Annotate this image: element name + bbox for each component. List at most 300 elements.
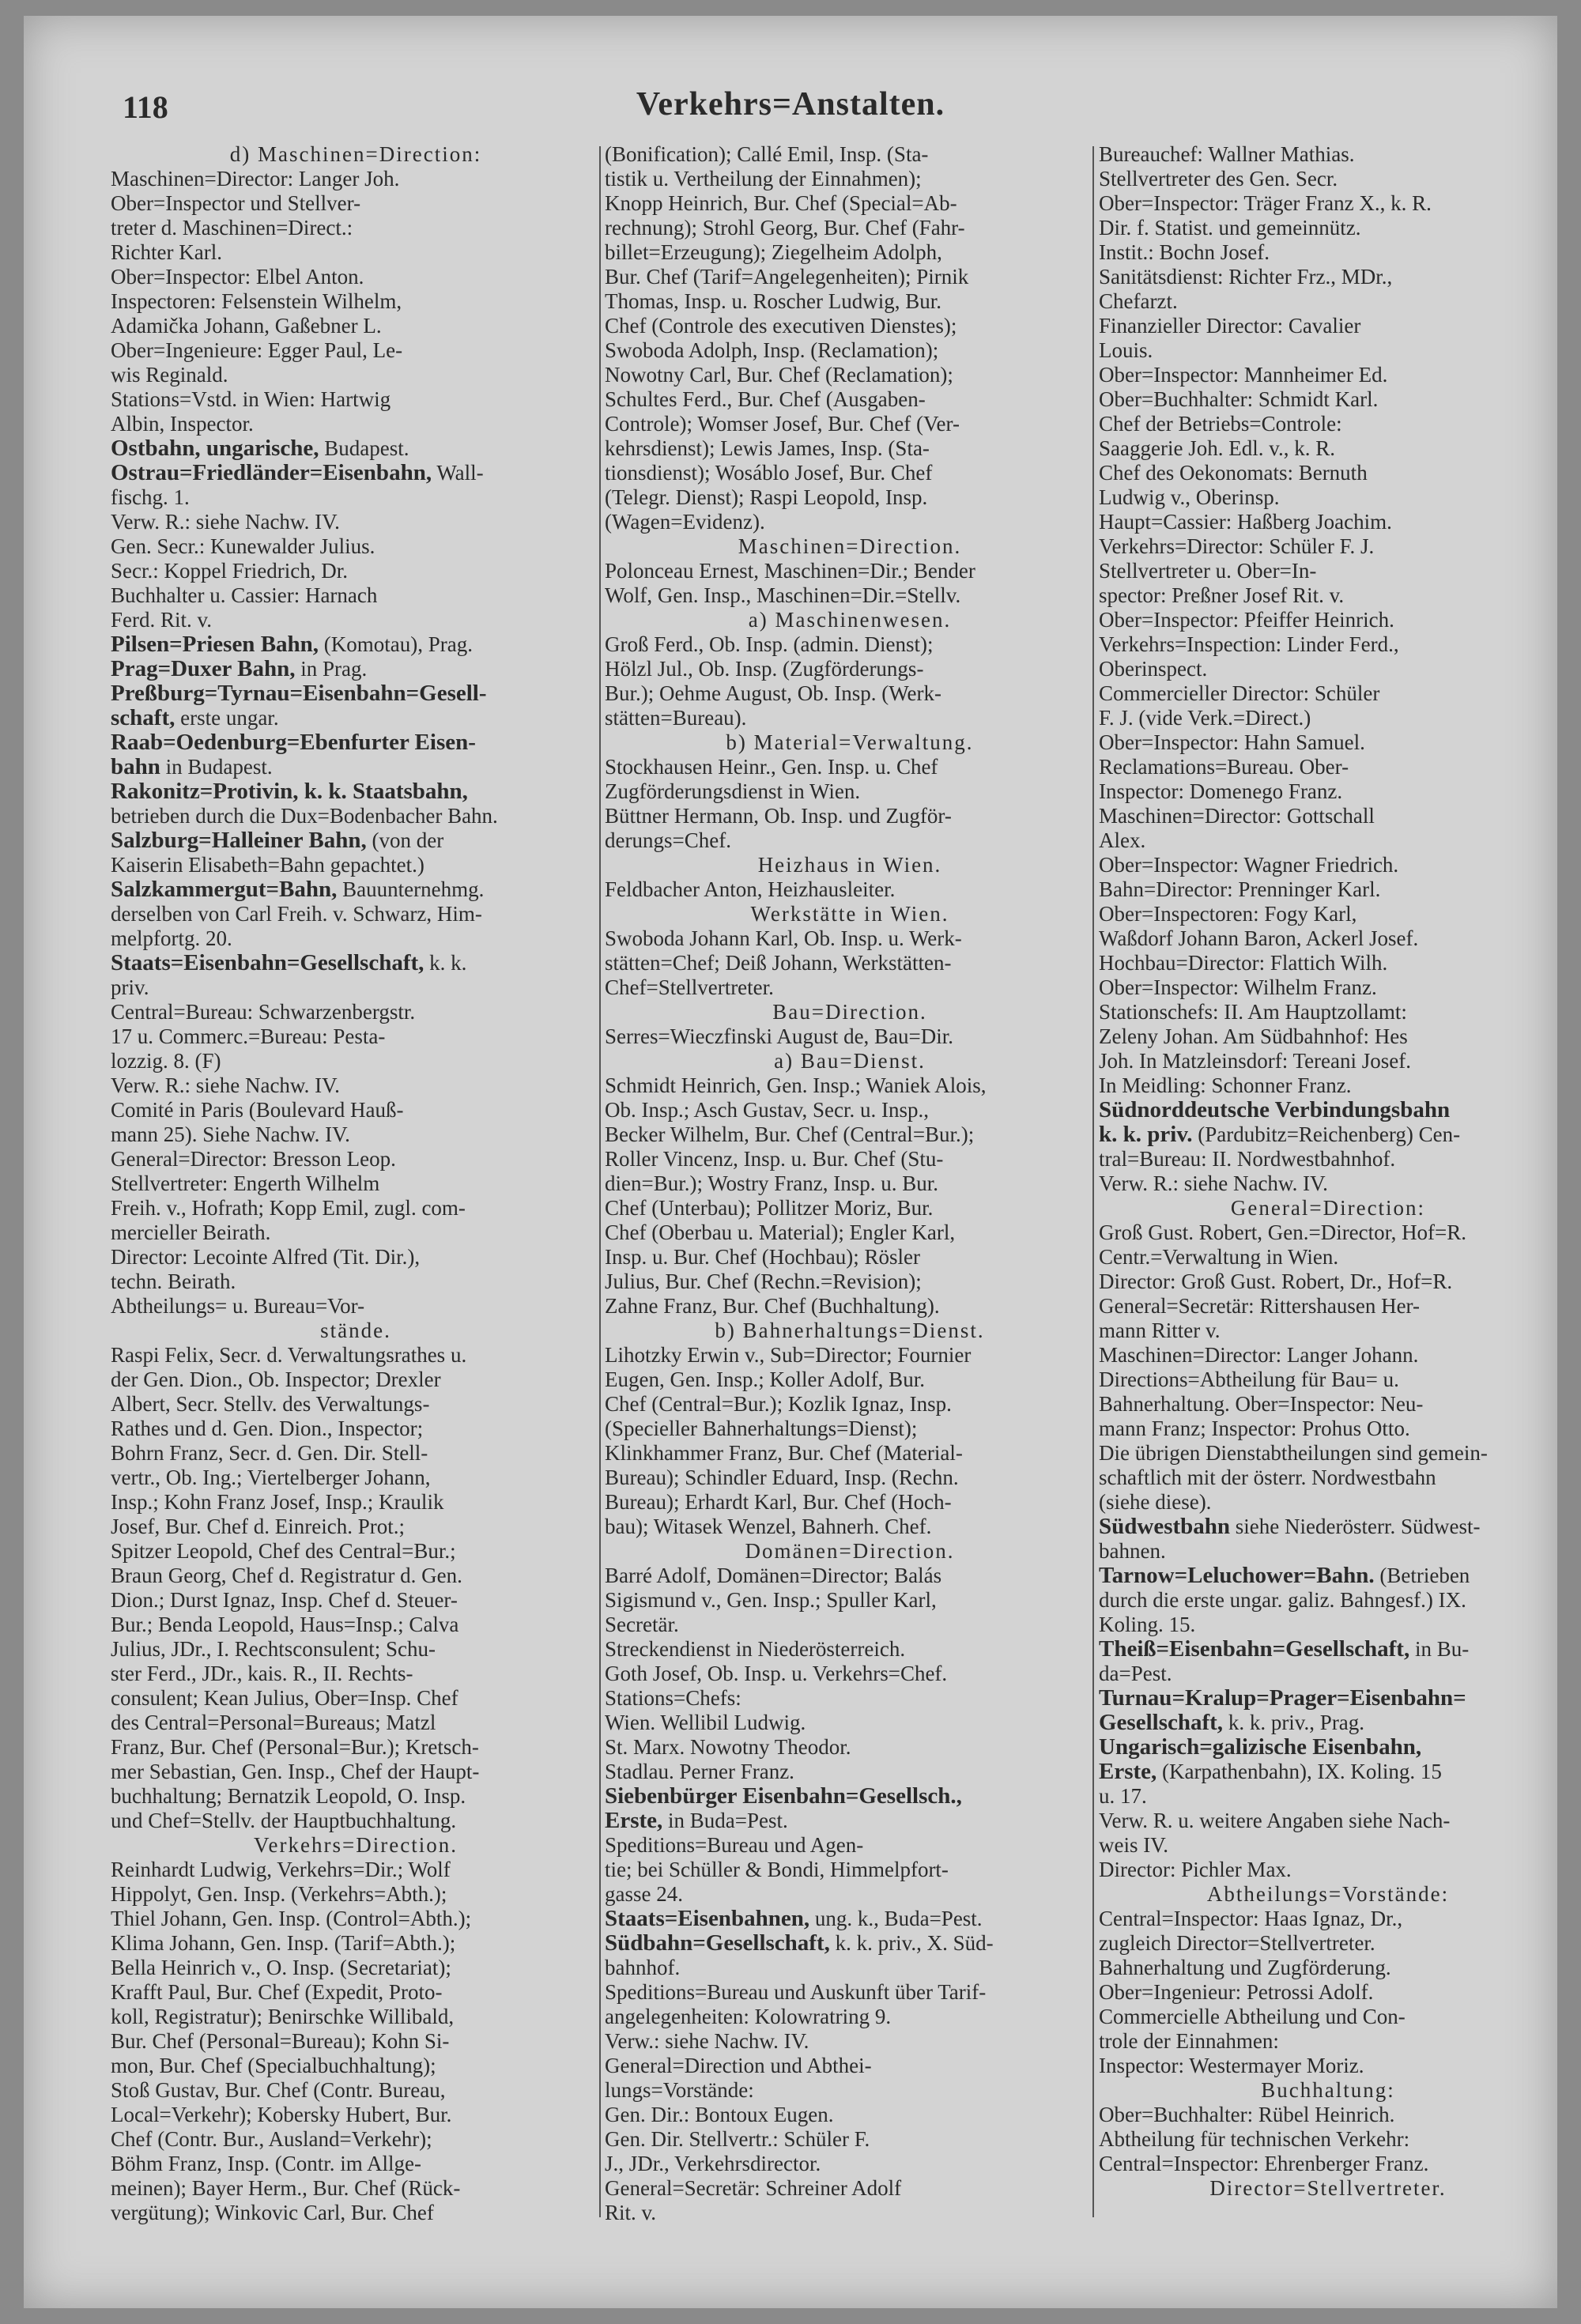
line-text: Eugen, Gen. Insp.; Koller Adolf, Bur.: [605, 1368, 925, 1391]
line-text: Stellvertreter des Gen. Secr.: [1099, 167, 1338, 191]
line-text: Bahnerhaltung und Zugförderung.: [1099, 1956, 1391, 1979]
bold-entry-name: Ostrau=Friedländer=Eisenbahn,: [111, 461, 432, 485]
text-line: [111, 1809, 601, 1833]
text-line: [111, 804, 601, 828]
line-text: Stockhausen Heinr., Gen. Insp. u. Chef: [605, 755, 938, 779]
line-text: Speditions=Bureau und Auskunft über Tarif-: [605, 1980, 987, 2004]
text-line: [1099, 2054, 1557, 2078]
line-text: Budapest.: [319, 436, 409, 460]
text-line: [111, 853, 601, 877]
text-line: [605, 1147, 1095, 1171]
section-heading: [605, 853, 1095, 877]
text-line: [605, 1490, 1095, 1515]
bold-entry-name: Südbahn=Gesellschaft,: [605, 1931, 830, 1956]
line-text: Klinkhammer Franz, Bur. Chef (Material-: [605, 1441, 963, 1465]
text-line: [1099, 608, 1557, 632]
text-line: [111, 1515, 601, 1539]
text-line: [1099, 1000, 1557, 1024]
line-text: Richter Karl.: [111, 240, 222, 264]
line-text: Chef (Central=Bur.); Kozlik Ignaz, Insp.: [605, 1392, 952, 1416]
line-text: consulent; Kean Julius, Ober=Insp. Chef: [111, 1686, 458, 1710]
text-line: [1099, 338, 1557, 363]
text-line: [111, 1711, 601, 1735]
line-text: Chef der Betriebs=Controle:: [1099, 412, 1342, 436]
line-text: Alex.: [1099, 828, 1146, 852]
text-line: [1099, 828, 1557, 853]
line-text: der Gen. Dion., Ob. Inspector; Drexler: [111, 1368, 441, 1391]
text-line: [111, 1931, 601, 1956]
text-line: [605, 1564, 1095, 1588]
text-line: [605, 1662, 1095, 1686]
line-text: Stations=Chefs:: [605, 1686, 741, 1710]
text-line: [605, 1024, 1095, 1049]
line-text: Kaiserin Elisabeth=Bahn gepachtet.): [111, 853, 424, 877]
line-text: Secr.: Koppel Friedrich, Dr.: [111, 559, 348, 583]
text-line: [111, 1122, 601, 1147]
text-line: [1099, 583, 1557, 608]
line-text: da=Pest.: [1099, 1662, 1172, 1685]
line-text: Koling. 15.: [1099, 1613, 1196, 1636]
line-text: tie; bei Schüller & Bondi, Himmelpfort-: [605, 1858, 949, 1881]
line-text: Director: Lecointe Alfred (Tit. Dir.),: [111, 1245, 421, 1269]
text-line: [605, 1368, 1095, 1392]
text-line: [111, 608, 601, 632]
text-line: [605, 632, 1095, 657]
text-line: [111, 216, 601, 240]
entry-heading-line: [1099, 1686, 1557, 1711]
line-text: Chef (Controle des executiven Dienstes);: [605, 314, 957, 338]
line-text: (Bonification); Callé Emil, Insp. (Sta-: [605, 142, 929, 166]
text-line: [111, 1490, 601, 1515]
text-line: [1099, 2005, 1557, 2029]
text-line: [111, 1270, 601, 1294]
text-line: [1099, 877, 1557, 902]
line-text: vergütung); Winkovic Carl, Bur. Chef: [111, 2201, 434, 2224]
text-line: [1099, 1220, 1557, 1245]
line-text: Spitzer Leopold, Chef des Central=Bur.;: [111, 1539, 456, 1563]
text-line: [111, 902, 601, 926]
line-text: General=Secretär: Rittershausen Her-: [1099, 1294, 1421, 1318]
text-line: [1099, 2152, 1557, 2176]
text-line: [605, 1613, 1095, 1637]
text-line: [111, 1662, 601, 1686]
line-text: Joh. In Matzleinsdorf: Tereani Josef.: [1099, 1049, 1412, 1073]
line-text: Freih. v., Hofrath; Kopp Emil, zugl. com-: [111, 1196, 466, 1220]
text-line: [1099, 1588, 1557, 1613]
line-text: Stoß Gustav, Bur. Chef (Contr. Bureau,: [111, 2078, 446, 2102]
text-line: [1099, 951, 1557, 975]
text-line: [1099, 926, 1557, 951]
line-text: ung. k., Buda=Pest.: [809, 1907, 983, 1930]
section-heading: [1099, 1882, 1557, 1907]
text-line: [111, 583, 601, 608]
line-text: Speditions=Bureau und Agen-: [605, 1833, 864, 1857]
text-line: [1099, 191, 1557, 216]
line-text: wis Reginald.: [111, 363, 228, 387]
text-line: [1099, 853, 1557, 877]
text-line: [1099, 559, 1557, 583]
line-text: Verw. R.: siehe Nachw. IV.: [1099, 1171, 1328, 1195]
text-line: [1099, 485, 1557, 510]
line-text: Verw. R.: siehe Nachw. IV.: [111, 1073, 340, 1097]
line-text: Ober=Inspectoren: Fogy Karl,: [1099, 902, 1357, 926]
line-text: Ober=Inspector und Stellver-: [111, 191, 361, 215]
text-line: [1099, 706, 1557, 730]
bold-entry-name: Raab=Oedenburg=Ebenfurter Eisen-: [111, 730, 476, 755]
entry-heading-line: [605, 1931, 1095, 1956]
line-text: stätten=Bureau).: [605, 706, 747, 730]
text-line: [605, 1588, 1095, 1613]
line-text: (Betrieben: [1374, 1564, 1470, 1587]
text-line: [1099, 1833, 1557, 1858]
text-line: [1099, 289, 1557, 314]
text-line: [111, 1417, 601, 1441]
text-line: [605, 1122, 1095, 1147]
text-line: [605, 2176, 1095, 2201]
text-line: [111, 1466, 601, 1490]
text-line: [111, 926, 601, 951]
text-line: [605, 804, 1095, 828]
text-line: [1099, 1392, 1557, 1417]
text-line: [1099, 1490, 1557, 1515]
text-line: [1099, 1931, 1557, 1956]
line-text: Waßdorf Johann Baron, Ackerl Josef.: [1099, 926, 1419, 950]
entry-heading-line: [111, 436, 601, 461]
line-text: General=Director: Bresson Leop.: [111, 1147, 396, 1171]
line-text: Buchhaltung:: [1261, 2078, 1395, 2102]
line-text: Chef (Oberbau u. Material); Engler Karl,: [605, 1220, 956, 1244]
line-text: Rit. v.: [605, 2201, 657, 2224]
text-line: [1099, 681, 1557, 706]
text-line: [605, 1956, 1095, 1980]
line-text: Bau=Direction.: [772, 1000, 927, 1024]
text-line: [111, 2201, 601, 2225]
bold-entry-name: k. k. priv.: [1099, 1122, 1193, 1147]
text-line: [605, 461, 1095, 485]
text-line: [111, 1956, 601, 1980]
line-text: betrieben durch die Dux=Bodenbacher Bahn.: [111, 804, 498, 828]
line-text: Bur. Chef (Personal=Bureau); Kohn Si-: [111, 2029, 450, 2053]
line-text: Zugförderungsdienst in Wien.: [605, 779, 861, 803]
line-text: Ober=Inspector: Elbel Anton.: [111, 265, 364, 289]
text-line: [111, 2054, 601, 2078]
line-text: Thomas, Insp. u. Roscher Ludwig, Bur.: [605, 289, 941, 313]
line-text: Bur. Chef (Tarif=Angelegenheiten); Pirnik: [605, 265, 969, 289]
document-page: [24, 16, 1557, 2308]
line-text: kehrsdienst); Lewis James, Insp. (Sta-: [605, 436, 930, 460]
line-text: bahnhof.: [605, 1956, 681, 1979]
column-1: [111, 142, 601, 2225]
text-line: [605, 1294, 1095, 1319]
text-line: [111, 2029, 601, 2054]
text-line: [1099, 1784, 1557, 1809]
text-line: [1099, 436, 1557, 461]
text-line: [1099, 363, 1557, 387]
text-line: [605, 1711, 1095, 1735]
text-line: [111, 1441, 601, 1466]
entry-heading-line: [605, 1784, 1095, 1809]
entry-heading-line: [605, 1907, 1095, 1931]
line-text: in Bu-: [1409, 1637, 1470, 1661]
text-line: [1099, 1171, 1557, 1196]
line-text: Wolf, Gen. Insp., Maschinen=Dir.=Stellv.: [605, 583, 961, 607]
bold-entry-name: Erste,: [1099, 1760, 1157, 1784]
text-line: [111, 1735, 601, 1760]
entry-heading-line: [111, 706, 601, 730]
text-line: [605, 951, 1095, 975]
line-text: derselben von Carl Freih. v. Schwarz, Him-: [111, 902, 482, 926]
line-text: Abtheilung für technischen Verkehr:: [1099, 2127, 1410, 2151]
line-text: Instit.: Bochn Josef.: [1099, 240, 1270, 264]
section-heading: [1099, 1196, 1557, 1220]
text-line: [605, 1270, 1095, 1294]
text-line: [111, 485, 601, 510]
line-text: Bohrn Franz, Secr. d. Gen. Dir. Stell-: [111, 1441, 428, 1465]
line-text: buchhaltung; Bernatzik Leopold, O. Insp.: [111, 1784, 466, 1808]
text-line: [111, 1294, 601, 1319]
text-line: [1099, 1662, 1557, 1686]
section-heading: [111, 1319, 601, 1343]
line-text: stätten=Chef; Deiß Johann, Werkstätten-: [605, 951, 952, 975]
text-line: [111, 1196, 601, 1220]
line-text: vertr., Ob. Ing.; Viertelberger Johann,: [111, 1466, 431, 1489]
entry-heading-line: [111, 951, 601, 975]
line-text: Louis.: [1099, 338, 1153, 362]
line-text: Bur.; Benda Leopold, Haus=Insp.; Calva: [111, 1613, 459, 1636]
column-divider: [599, 146, 601, 2217]
text-line: [605, 2005, 1095, 2029]
line-text: Chef=Stellvertreter.: [605, 975, 774, 999]
line-text: koll, Registratur); Benirschke Willibald,: [111, 2005, 455, 2028]
entry-heading-line: [111, 461, 601, 485]
line-text: General=Secretär: Schreiner Adolf: [605, 2176, 902, 2200]
line-text: Verw. R.: siehe Nachw. IV.: [111, 510, 340, 534]
line-text: Maschinen=Director: Langer Johann.: [1099, 1343, 1419, 1367]
line-text: Director: Pichler Max.: [1099, 1858, 1292, 1881]
line-text: Schultes Ferd., Bur. Chef (Ausgaben-: [605, 387, 926, 411]
text-line: [605, 510, 1095, 534]
text-line: [1099, 755, 1557, 779]
line-text: tionsdienst); Wosáblo Josef, Bur. Chef: [605, 461, 933, 485]
line-text: Domänen=Direction.: [745, 1539, 955, 1563]
entry-heading-line: [111, 828, 601, 853]
line-text: weis IV.: [1099, 1833, 1169, 1857]
line-text: k. k. priv., X. Süd-: [829, 1931, 994, 1955]
entry-heading-line: [1099, 1122, 1557, 1147]
section-heading: [1099, 2176, 1557, 2201]
text-line: [111, 1024, 601, 1049]
line-text: Abtheilungs= u. Bureau=Vor-: [111, 1294, 365, 1318]
text-line: [1099, 314, 1557, 338]
text-line: [111, 2103, 601, 2127]
bold-entry-name: Salzkammergut=Bahn,: [111, 877, 338, 902]
line-text: Hippolyt, Gen. Insp. (Verkehrs=Abth.);: [111, 1882, 447, 1906]
line-text: Ober=Inspector: Wagner Friedrich.: [1099, 853, 1399, 877]
text-line: [605, 412, 1095, 436]
line-text: des Central=Personal=Bureaus; Matzl: [111, 1711, 436, 1734]
line-text: fischg. 1.: [111, 485, 190, 509]
line-text: General=Direction und Abthei-: [605, 2054, 872, 2077]
line-text: Comité in Paris (Boulevard Hauß-: [111, 1098, 404, 1122]
text-line: [111, 1564, 601, 1588]
line-text: Swoboda Adolph, Insp. (Reclamation);: [605, 338, 939, 362]
text-line: [605, 2201, 1095, 2225]
text-line: [605, 877, 1095, 902]
line-text: Ob. Insp.; Asch Gustav, Secr. u. Insp.,: [605, 1098, 929, 1122]
text-line: [1099, 1441, 1557, 1466]
line-text: (Wagen=Evidenz).: [605, 510, 765, 534]
text-line: [1099, 216, 1557, 240]
line-text: Insp.; Kohn Franz Josef, Insp.; Kraulik: [111, 1490, 444, 1514]
line-text: Bauunternehmg.: [337, 877, 485, 901]
text-line: [605, 1098, 1095, 1122]
text-line: [605, 167, 1095, 191]
text-line: [111, 1343, 601, 1368]
text-line: [111, 412, 601, 436]
section-heading: [605, 608, 1095, 632]
line-text: Stadlau. Perner Franz.: [605, 1760, 794, 1783]
text-line: [1099, 461, 1557, 485]
text-line: [605, 975, 1095, 1000]
text-line: [605, 779, 1095, 804]
text-line: [605, 2029, 1095, 2054]
text-line: [111, 191, 601, 216]
entry-heading-line: [111, 755, 601, 779]
text-line: [605, 265, 1095, 289]
text-line: [605, 216, 1095, 240]
text-line: [605, 1171, 1095, 1196]
line-text: Bahn=Director: Prenninger Karl.: [1099, 877, 1381, 901]
text-line: [1099, 2029, 1557, 2054]
line-text: Bahnerhaltung. Ober=Inspector: Neu-: [1099, 1392, 1424, 1416]
line-text: Buchhalter u. Cassier: Harnach: [111, 583, 378, 607]
line-text: u. 17.: [1099, 1784, 1147, 1808]
text-line: [111, 1245, 601, 1270]
line-text: Director=Stellvertreter.: [1209, 2176, 1447, 2200]
bold-entry-name: Siebenbürger Eisenbahn=Gesellsch.,: [605, 1784, 962, 1809]
text-line: [111, 1858, 601, 1882]
line-text: angelegenheiten: Kolowratring 9.: [605, 2005, 892, 2028]
text-line: [1099, 1956, 1557, 1980]
line-text: Central=Inspector: Ehrenberger Franz.: [1099, 2152, 1429, 2175]
line-text: zugleich Director=Stellvertreter.: [1099, 1931, 1375, 1955]
line-text: Thiel Johann, Gen. Insp. (Control=Abth.);: [111, 1907, 472, 1930]
text-line: [111, 1637, 601, 1662]
line-text: Gen. Dir.: Bontoux Eugen.: [605, 2103, 834, 2126]
line-text: 17 u. Commerc.=Bureau: Pesta-: [111, 1024, 386, 1048]
line-text: Maschinen=Direction.: [738, 534, 962, 558]
line-text: Verkehrs=Director: Schüler F. J.: [1099, 534, 1375, 558]
text-line: [1099, 1294, 1557, 1319]
text-line: [1099, 804, 1557, 828]
line-text: derungs=Chef.: [605, 828, 731, 852]
line-text: in Budapest.: [160, 755, 273, 779]
line-text: Saaggerie Joh. Edl. v., k. R.: [1099, 436, 1335, 460]
line-text: mann Ritter v.: [1099, 1319, 1221, 1342]
text-line: [111, 534, 601, 559]
line-text: erste ungar.: [175, 706, 279, 730]
text-line: [1099, 1319, 1557, 1343]
text-line: [1099, 142, 1557, 167]
text-line: [605, 436, 1095, 461]
text-line: [605, 755, 1095, 779]
section-heading: [605, 1539, 1095, 1564]
text-line: [605, 2127, 1095, 2152]
text-line: [111, 265, 601, 289]
line-text: Inspector: Domenego Franz.: [1099, 779, 1343, 803]
text-line: [605, 926, 1095, 951]
text-line: [111, 1907, 601, 1931]
line-text: Inspector: Westermayer Moriz.: [1099, 2054, 1364, 2077]
text-line: [111, 1760, 601, 1784]
line-text: Verw. R. u. weitere Angaben siehe Nach-: [1099, 1809, 1451, 1832]
line-text: Local=Verkehr); Kobersky Hubert, Bur.: [111, 2103, 452, 2126]
bold-entry-name: Ungarisch=galizische Eisenbahn,: [1099, 1735, 1422, 1760]
entry-heading-line: [111, 657, 601, 681]
line-text: Franz, Bur. Chef (Personal=Bur.); Kretsch-: [111, 1735, 479, 1759]
line-text: Ferd. Rit. v.: [111, 608, 212, 632]
text-line: [111, 2078, 601, 2103]
text-line: [605, 142, 1095, 167]
line-text: Klima Johann, Gen. Insp. (Tarif=Abth.);: [111, 1931, 456, 1955]
text-line: [111, 1392, 601, 1417]
text-line: [1099, 1417, 1557, 1441]
text-line: [1099, 1343, 1557, 1368]
column-3: [1099, 142, 1557, 2201]
bold-entry-name: Erste,: [605, 1809, 663, 1833]
text-line: [605, 2152, 1095, 2176]
text-line: [1099, 657, 1557, 681]
line-text: trole der Einnahmen:: [1099, 2029, 1279, 2053]
entry-heading-line: [1099, 1098, 1557, 1122]
line-text: Central=Bureau: Schwarzenbergstr.: [111, 1000, 416, 1024]
line-text: Maschinen=Director: Langer Joh.: [111, 167, 400, 191]
line-text: Julius, JDr., I. Rechtsconsulent; Schu-: [111, 1637, 436, 1661]
entry-heading-line: [1099, 1735, 1557, 1760]
line-text: meinen); Bayer Herm., Bur. Chef (Rück-: [111, 2176, 461, 2200]
line-text: b) Bahnerhaltungs=Dienst.: [715, 1319, 985, 1342]
text-line: [1099, 265, 1557, 289]
line-text: siehe Niederösterr. Südwest-: [1230, 1515, 1481, 1538]
line-text: k. k. priv., Prag.: [1223, 1711, 1365, 1734]
text-line: [605, 1760, 1095, 1784]
section-heading: [605, 1319, 1095, 1343]
text-line: [605, 1858, 1095, 1882]
line-text: schaftlich mit der österr. Nordwestbahn: [1099, 1466, 1436, 1489]
line-text: Böhm Franz, Insp. (Contr. im Allge-: [111, 2152, 421, 2175]
text-line: [605, 387, 1095, 412]
section-heading: [605, 1049, 1095, 1073]
text-line: [605, 338, 1095, 363]
line-text: Lihotzky Erwin v., Sub=Director; Fournier: [605, 1343, 972, 1367]
text-line: [111, 289, 601, 314]
line-text: bau); Witasek Wenzel, Bahnerh. Chef.: [605, 1515, 932, 1538]
bold-entry-name: Salzburg=Halleiner Bahn,: [111, 828, 367, 853]
text-line: [605, 706, 1095, 730]
bold-entry-name: Preßburg=Tyrnau=Eisenbahn=Gesell-: [111, 681, 487, 706]
line-text: Sanitätsdienst: Richter Frz., MDr.,: [1099, 265, 1393, 289]
line-text: techn. Beirath.: [111, 1270, 236, 1293]
text-line: [1099, 387, 1557, 412]
section-heading: [605, 534, 1095, 559]
line-text: Büttner Hermann, Ob. Insp. und Zugför-: [605, 804, 952, 828]
section-heading: [605, 1000, 1095, 1024]
text-line: [605, 1392, 1095, 1417]
bold-entry-name: Staats=Eisenbahnen,: [605, 1907, 810, 1931]
line-text: (Pardubitz=Reichenberg) Cen-: [1192, 1122, 1461, 1146]
text-line: [605, 289, 1095, 314]
line-text: Die übrigen Dienstabtheilungen sind gemein-: [1099, 1441, 1488, 1465]
